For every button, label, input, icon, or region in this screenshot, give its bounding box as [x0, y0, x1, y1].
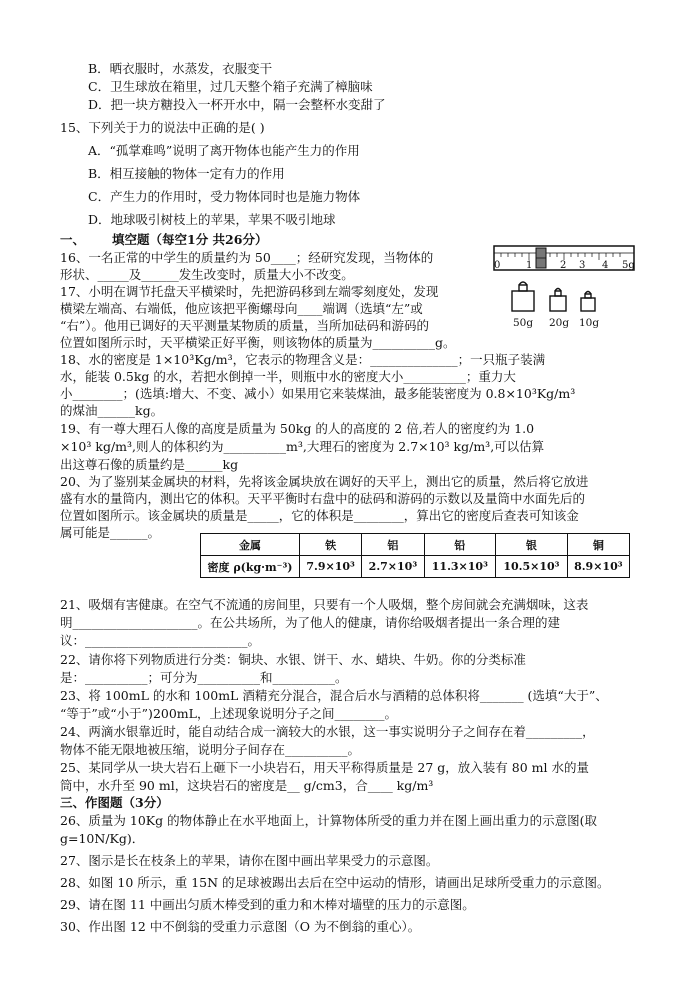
q28-line-1: 28、如图 10 所示，重 15N 的足球被踢出去后在空中运动的情形，请画出足球所受重力的示意图。 — [60, 875, 610, 890]
q20-line-1: 20、为了鉴别某金属块的材料，先将该金属块放在调好的天平上，测出它的质量，然后将它放进 — [60, 474, 589, 489]
table-cell: 8.9×10³ — [567, 556, 629, 578]
option-c: C．卫生球放在箱里，过几天整个箱子充满了樟脑味 — [88, 79, 373, 94]
q18-line-1: 18、水的密度是 1×10³Kg/m³，它表示的物理含义是：______________；一只瓶子装满 — [60, 352, 546, 367]
weights — [512, 282, 595, 311]
table-header-cell: 铜 — [567, 534, 629, 556]
q29-line-1: 29、请在图 11 中画出匀质木棒受到的重力和木棒对墙壁的压力的示意图。 — [60, 897, 475, 912]
q24-line-1: 24、两滴水银靠近时，能自动结合成一滴较大的水银，这一事实说明分子之间存在着_________， — [60, 724, 595, 739]
tick-label-2: 2 — [560, 260, 567, 271]
table-header-cell: 铅 — [424, 534, 496, 556]
table-cell: 7.9×10³ — [300, 556, 362, 578]
q18-line-2: 水，能装 0.5kg 的水，若把水倒掉一半，则瓶中水的密度大小__________；重力大 — [60, 369, 516, 384]
q25-line-2: 筒中，水升至 90 ml，这块岩石的密度是__ g/cm3，合____ kg/m³ — [60, 778, 434, 793]
q25-line-1: 25、某同学从一块大岩石上砸下一小块岩石，用天平称得质量是 27 g，放入装有 80 ml 水的量 — [60, 760, 589, 775]
weight-label-20g: 20g — [549, 317, 570, 329]
table-header-cell: 铝 — [362, 534, 424, 556]
q20-line-3: 位置如图所示。该金属块的质量是_____，它的体积是________，算出它的密度后查表可知该金 — [60, 508, 579, 523]
tick-label-3: 3 — [579, 260, 586, 271]
table-header-cell: 铁 — [300, 534, 362, 556]
table-row — [201, 556, 630, 578]
table-cell: 11.3×10³ — [424, 556, 496, 578]
weight-50g — [512, 291, 534, 311]
tick-label-5: 5g — [622, 260, 635, 271]
weight-label-50g: 50g — [513, 317, 534, 329]
q26-line-2: g=10N/Kg)． — [60, 831, 145, 846]
q19-line-1: 19、有一尊大理石人像的高度是质量为 50kg 的人的高度的 2 倍,若人的密度约为 1.0 — [60, 421, 535, 436]
table-row-label: 密度 ρ(kg·m⁻³) — [201, 556, 300, 578]
q15-option-d: D．地球吸引树枝上的苹果，苹果不吸引地球 — [88, 212, 336, 227]
q17-line-3: “右”）。他用已调好的天平测量某物质的质量，当所加砝码和游码的 — [60, 318, 430, 333]
q15-option-c: C．产生力的作用时，受力物体同时也是施力物体 — [88, 189, 361, 204]
section-2-label: 一、 — [60, 232, 86, 247]
q22-line-2: 是：__________；可分为__________和__________。 — [60, 670, 348, 685]
q17-line-1: 17、小明在调节托盘天平横梁时，先把游码移到左端零刻度处，发现 — [60, 284, 439, 299]
q15-option-b: B．相互接触的物体一定有力的作用 — [88, 166, 285, 181]
q27-line-1: 27、图示是长在枝条上的苹果，请你在图中画出苹果受力的示意图。 — [60, 853, 439, 868]
q16-line-1: 16、一名正常的中学生的质量约为 50____；经研究发现，当物体的 — [60, 250, 434, 265]
q17-line-4: 位置如图所示时，天平横梁正好平衡，则该物体的质量为__________g。 — [60, 335, 456, 350]
option-d: D．把一块方糖投入一杯开水中，隔一会整杯水变甜了 — [88, 97, 386, 112]
balance-figure — [488, 242, 640, 334]
q18-line-3: 小________；(选填:增大、不变、减小）如果用它来装煤油，最多能装密度为 0.8×10³Kg/m³ — [60, 386, 576, 401]
ruler-ticks — [501, 253, 620, 260]
tick-label-1: 1 — [526, 260, 533, 271]
q22-line-1: 22、请你将下列物质进行分类：铜块、水银、饼干、水、蜡块、牛奶。你的分类标准 — [60, 652, 526, 667]
section-2-title: 填空题（每空1分 共26分） — [112, 232, 268, 247]
table-header-cell: 银 — [496, 534, 568, 556]
q19-line-2: ×10³ kg/m³,则人的体积约为__________m³,大理石的密度为 2.7×10³ kg/m³,可以估算 — [60, 439, 545, 454]
tick-label-4: 4 — [602, 260, 609, 271]
q24-line-2: 物体不能无限地被压缩，说明分子间存在__________。 — [60, 742, 361, 757]
tick-label-0: 0 — [494, 260, 501, 271]
q21-line-3: 议：__________________________。 — [60, 633, 261, 648]
q15-option-a: A．“孤掌难鸣”说明了离开物体也能产生力的作用 — [88, 143, 360, 158]
q15-stem: 15、下列关于力的说法中正确的是( ) — [60, 120, 265, 135]
q30-line-1: 30、作出图 12 中不倒翁的受重力示意图（O 为不倒翁的重心）。 — [60, 919, 421, 934]
table-cell: 2.7×10³ — [362, 556, 424, 578]
q21-line-2: 明____________________。在公共场所，为了他人的健康，请你给吸烟者提出一条合理的建 — [60, 615, 561, 630]
q19-line-3: 出这尊石像的质量约是______kg — [60, 457, 239, 472]
section-3-title: 三、作图题（3分） — [60, 795, 169, 810]
q16-line-2: 形状、_____及______发生改变时，质量大小不改变。 — [60, 267, 354, 282]
weight-20g — [550, 296, 566, 311]
q23-line-1: 23、将 100mL 的水和 100mL 酒精充分混合，混合后水与酒精的总体积将_______ (选填“大于”、 — [60, 688, 608, 703]
weight-label-10g: 10g — [579, 317, 600, 329]
q26-line-1: 26、质量为 10Kg 的物体静止在水平地面上，计算物体所受的重力并在图上画出重力的示意图(取 — [60, 813, 597, 828]
q18-line-4: 的煤油______kg。 — [60, 403, 164, 418]
q23-line-2: “等于”或“小于”)200mL，上述现象说明分子之间________。 — [60, 706, 397, 721]
weight-10g — [581, 298, 595, 311]
table-header-cell: 金属 — [201, 534, 300, 556]
density-table — [200, 533, 630, 578]
q20-line-2: 盛有水的量筒内，测出它的体积。天平平衡时右盘中的砝码和游码的示数以及量筒中水面先后的 — [60, 491, 586, 506]
q20-line-4: 属可能是______。 — [60, 525, 161, 540]
option-b: B．晒衣服时，水蒸发，衣服变干 — [88, 61, 273, 76]
table-row — [201, 534, 630, 556]
table-cell: 10.5×10³ — [496, 556, 568, 578]
q21-line-1: 21、吸烟有害健康。在空气不流通的房间里，只要有一个人吸烟，整个房间就会充满烟味，这表 — [60, 597, 589, 612]
q17-line-2: 横梁左端高、右端低，他应该把平衡螺母向____端调（选填“左”或 — [60, 301, 423, 316]
